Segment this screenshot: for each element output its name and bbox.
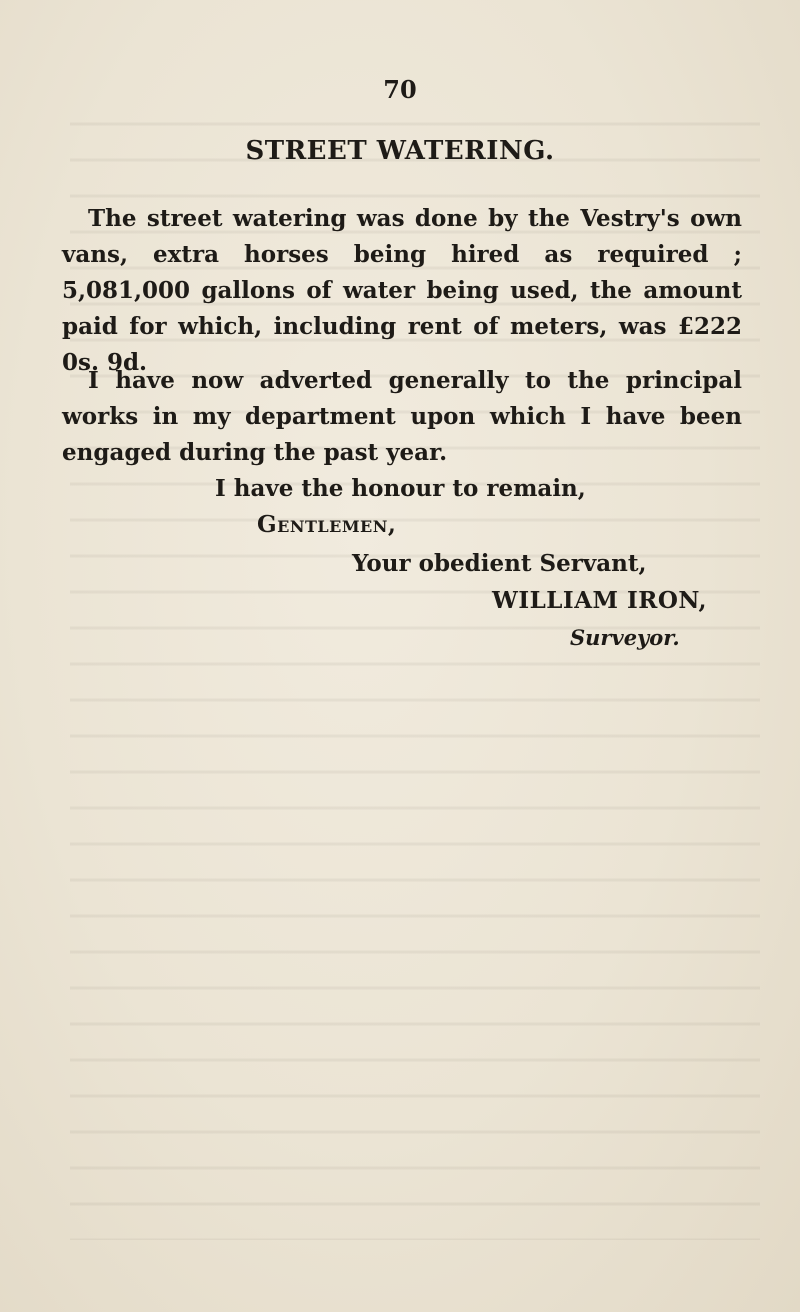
paragraph-summary: I have now adverted generally to the principal works in my department upon which I have been engaged during the past year. [62, 367, 742, 466]
signature-name: WILLIAM IRON, [492, 587, 707, 614]
closing-line: I have the honour to remain, [215, 475, 586, 502]
page-number: 70 [383, 75, 417, 104]
paragraph-street-watering: The street watering was done by the Vestry's own vans, extra horses being hired as required ; 5,081,000 gallons of water being used, the amount paid for which, including rent of meters, was £222 0s. 9d. [62, 205, 742, 376]
salutation: Gentlemen, [257, 511, 397, 538]
signature-title: Surveyor. [570, 625, 680, 650]
section-heading: STREET WATERING. [245, 136, 555, 166]
valediction: Your obedient Servant, [352, 550, 647, 577]
